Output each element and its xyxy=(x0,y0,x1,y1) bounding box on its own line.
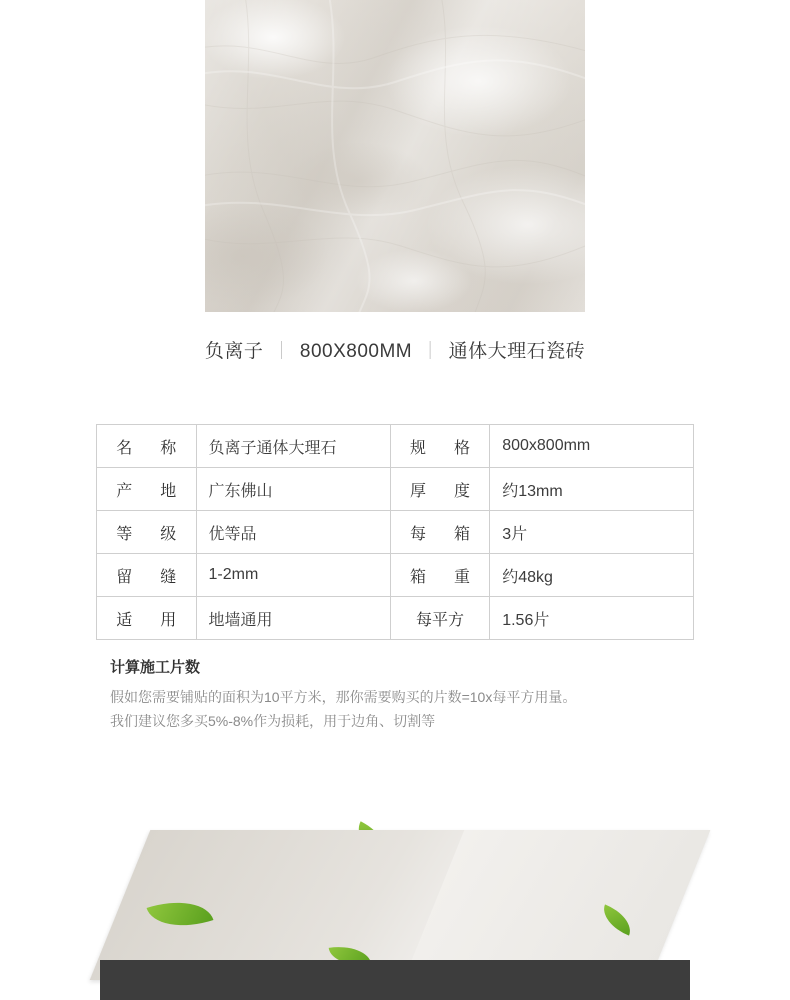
calculation-line-1: 假如您需要铺贴的面积为10平方米，那你需要购买的片数=10x每平方用量。 xyxy=(110,689,577,705)
spec-key-per-box: 每 箱 xyxy=(390,511,490,554)
scene-dark-band xyxy=(100,960,690,1000)
table-row xyxy=(97,468,694,511)
caption-separator-1: ｜ xyxy=(272,341,291,361)
spec-value-grade: 优等品 xyxy=(196,511,390,554)
spec-key-name: 名 称 xyxy=(97,425,197,468)
spec-key-size: 规 格 xyxy=(390,425,490,468)
calculation-title: 计算施工片数 xyxy=(110,659,201,676)
spec-value-size: 800x800mm xyxy=(490,425,694,468)
product-hero-image xyxy=(205,0,585,312)
marble-vein-overlay xyxy=(205,0,585,312)
caption-separator-2: ｜ xyxy=(421,341,440,361)
calculation-line-2: 我们建议您多买5%-8%作为损耗，用于边角、切割等 xyxy=(110,713,436,729)
caption-ion: 负离子 xyxy=(204,341,264,362)
tile-display-scene xyxy=(0,770,790,1000)
spec-value-thickness: 约13mm xyxy=(490,468,694,511)
spec-key-usage: 适 用 xyxy=(97,597,197,640)
calculation-note xyxy=(110,656,696,733)
caption-type: 通体大理石瓷砖 xyxy=(448,341,586,362)
spec-key-origin: 产 地 xyxy=(97,468,197,511)
spec-key-box-weight: 箱 重 xyxy=(390,554,490,597)
spec-key-gap: 留 缝 xyxy=(97,554,197,597)
specification-table xyxy=(96,424,694,640)
table-row xyxy=(97,597,694,640)
table-row xyxy=(97,511,694,554)
spec-key-per-sqm: 每平方 xyxy=(390,597,490,640)
spec-value-box-weight: 约48kg xyxy=(490,554,694,597)
caption-size: 800X800MM xyxy=(299,341,413,362)
spec-value-gap: 1-2mm xyxy=(196,554,390,597)
table-row xyxy=(97,425,694,468)
spec-key-thickness: 厚 度 xyxy=(390,468,490,511)
tile-slab-highlight xyxy=(403,830,710,980)
spec-key-grade: 等 级 xyxy=(97,511,197,554)
spec-value-origin: 广东佛山 xyxy=(196,468,390,511)
spec-value-name: 负离子通体大理石 xyxy=(196,425,390,468)
spec-value-per-sqm: 1.56片 xyxy=(490,597,694,640)
table-row xyxy=(97,554,694,597)
product-caption xyxy=(0,336,790,363)
spec-value-per-box: 3片 xyxy=(490,511,694,554)
spec-value-usage: 地墙通用 xyxy=(196,597,390,640)
